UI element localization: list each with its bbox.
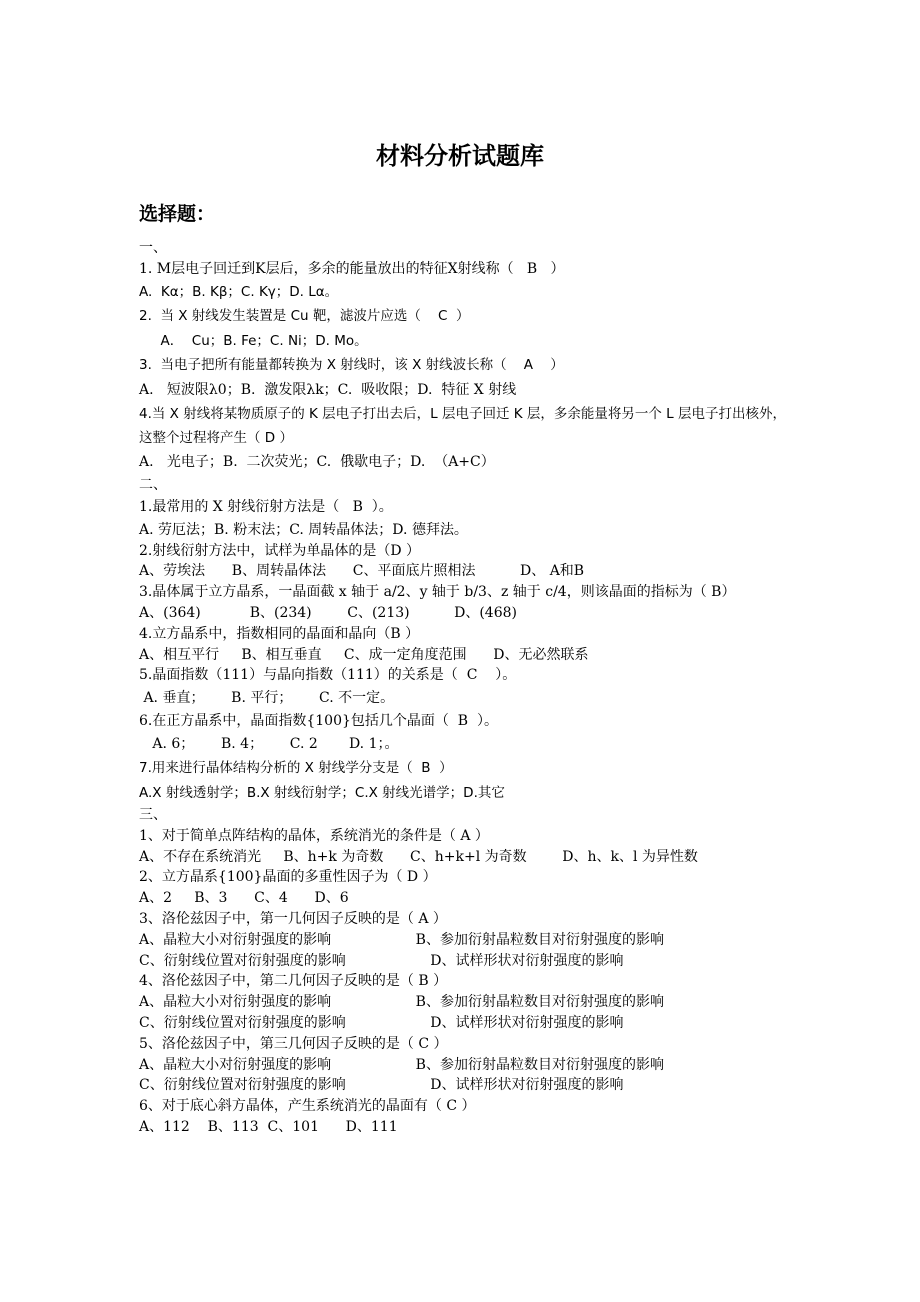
question-list — [139, 238, 799, 1138]
question-line: 6.在正方晶系中，晶面指数{100}包括几个晶面（ B ）。 — [139, 712, 498, 729]
options-line: A、相互平行 B、相互垂直 C、成一定角度范围 D、无必然联系 — [139, 646, 589, 663]
options-line: A. 光电子；B. 二次荧光；C. 俄歇电子；D. （A+C） — [139, 454, 495, 471]
question-line: 4、洛伦兹因子中，第二几何因子反映的是（ B ） — [139, 973, 448, 990]
options-line: A、2 B、3 C、4 D、6 — [139, 890, 349, 907]
question-line: 3.晶体属于立方晶系，一晶面截 x 轴于 a/2、y 轴于 b/3、z 轴于 c/4，则该晶面的指标为（ B） — [139, 584, 736, 601]
options-line: A、(364) B、(234) C、(213) D、(468) — [139, 605, 517, 622]
options-line: A. 垂直； B. 平行； C. 不一定。 — [139, 690, 395, 707]
question-line: 2. 当 X 射线发生装置是 Cu 靶，滤波片应选（ C ） — [139, 308, 470, 325]
options-line: A、晶粒大小对衍射强度的影响 B、参加衍射晶粒数目对衍射强度的影响 — [139, 931, 664, 948]
question-line: 2.射线衍射方法中，试样为单晶体的是（D ） — [139, 542, 421, 559]
question-line: 5.晶面指数（111）与晶向指数（111）的关系是（ C ）。 — [139, 667, 517, 684]
options-line: A、劳埃法 B、周转晶体法 C、平面底片照相法 D、 A和B — [139, 563, 585, 580]
options-line: A． Cu；B. Fe；C. Ni；D. Mo。 — [139, 332, 368, 349]
question-line: 7.用来进行晶体结构分析的 X 射线学分支是（ B ） — [139, 760, 453, 777]
options-line: A. Kα；B. Kβ；C. Kγ；D. Lα。 — [139, 283, 339, 300]
options-line: A. 6； B. 4； C. 2 D. 1；。 — [139, 735, 399, 752]
part-heading-3: 三、 — [139, 807, 167, 824]
options-line: A. 劳厄法；B. 粉末法；C. 周转晶体法；D. 德拜法。 — [139, 521, 468, 538]
question-line: 1、对于简单点阵结构的晶体，系统消光的条件是（ A ） — [139, 827, 489, 844]
question-line: 5、洛伦兹因子中，第三几何因子反映的是（ C ） — [139, 1035, 448, 1052]
question-line: 1. M层电子回迁到K层后，多余的能量放出的特征X射线称（ B ） — [139, 260, 565, 277]
question-line: 3. 当电子把所有能量都转换为 X 射线时，该 X 射线波长称（ A ） — [139, 357, 564, 374]
options-line: C、衍射线位置对衍射强度的影响 D、试样形状对衍射强度的影响 — [139, 1015, 624, 1032]
question-line: 4.当 X 射线将某物质原子的 K 层电子打出去后，L 层电子回迁 K 层，多余能量将另一个 L 层电子打出核外，这整个过程将产生（ D ） — [139, 406, 786, 447]
options-line: A、112 B、113 C、101 D、111 — [139, 1119, 398, 1136]
section-heading: 选择题： — [139, 203, 216, 225]
question-line: 4.立方晶系中，指数相同的晶面和晶向（B ） — [139, 625, 420, 642]
page-title: 材料分析试题库 — [376, 142, 544, 170]
part-heading-1: 一、 — [139, 240, 167, 256]
question-line: 3、洛伦兹因子中，第一几何因子反映的是（ A ） — [139, 911, 447, 928]
options-line: A、晶粒大小对衍射强度的影响 B、参加衍射晶粒数目对衍射强度的影响 — [139, 994, 664, 1011]
part-heading-2: 二、 — [139, 476, 167, 493]
options-line: A.X 射线透射学；B.X 射线衍射学；C.X 射线光谱学；D.其它 — [139, 784, 505, 801]
options-line: A、晶粒大小对衍射强度的影响 B、参加衍射晶粒数目对衍射强度的影响 — [139, 1056, 664, 1073]
options-line: A. 短波限λ0；B. 激发限λk；C. 吸收限；D. 特征 X 射线 — [139, 381, 517, 398]
options-line: A、不存在系统消光 B、h+k 为奇数 C、h+k+l 为奇数 D、h、k、l 为异性数 — [139, 848, 698, 865]
options-line: C、衍射线位置对衍射强度的影响 D、试样形状对衍射强度的影响 — [139, 952, 624, 969]
question-line: 6、对于底心斜方晶体，产生系统消光的晶面有（ C ） — [139, 1098, 476, 1115]
options-line: C、衍射线位置对衍射强度的影响 D、试样形状对衍射强度的影响 — [139, 1077, 624, 1094]
question-line: 1.最常用的 X 射线衍射方法是（ B ）。 — [139, 499, 393, 516]
question-line: 2、立方晶系{100}晶面的多重性因子为（ D ） — [139, 869, 437, 886]
